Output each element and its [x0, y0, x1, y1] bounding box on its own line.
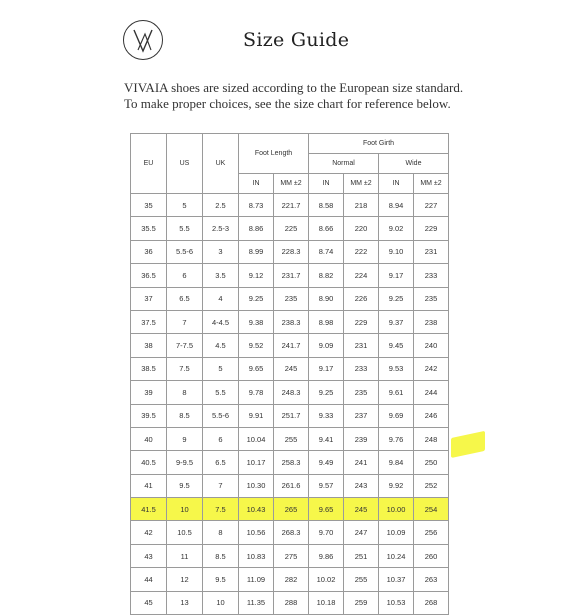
cell-wide-mm: 252 — [414, 474, 449, 497]
cell-uk: 5.5 — [203, 381, 239, 404]
cell-length-in: 9.25 — [239, 287, 274, 310]
cell-length-mm: 228.3 — [274, 240, 309, 263]
cell-length-in: 10.83 — [239, 544, 274, 567]
cell-normal-in: 9.41 — [309, 427, 344, 450]
cell-us: 9.5 — [167, 474, 203, 497]
cell-length-in: 9.38 — [239, 310, 274, 333]
cell-eu: 37 — [131, 287, 167, 310]
cell-length-in: 8.73 — [239, 194, 274, 217]
vivaia-monogram-icon — [124, 21, 162, 59]
cell-length-mm: 245 — [274, 357, 309, 380]
col-header-length-in: IN — [239, 174, 274, 194]
cell-uk: 4-4.5 — [203, 310, 239, 333]
cell-normal-mm: 235 — [344, 381, 379, 404]
cell-wide-in: 9.61 — [379, 381, 414, 404]
cell-normal-mm: 226 — [344, 287, 379, 310]
table-row — [131, 451, 449, 474]
cell-us: 5.5 — [167, 217, 203, 240]
cell-wide-in: 9.10 — [379, 240, 414, 263]
cell-normal-in: 8.98 — [309, 310, 344, 333]
cell-length-mm: 255 — [274, 427, 309, 450]
cell-normal-mm: 251 — [344, 544, 379, 567]
cell-eu: 37.5 — [131, 310, 167, 333]
cell-length-in: 9.65 — [239, 357, 274, 380]
cell-wide-mm: 246 — [414, 404, 449, 427]
cell-length-in: 10.56 — [239, 521, 274, 544]
table-row — [131, 591, 449, 614]
cell-length-in: 10.17 — [239, 451, 274, 474]
table-row — [131, 568, 449, 591]
col-header-us: US — [167, 134, 203, 194]
size-chart-table — [130, 133, 449, 615]
col-header-foot-girth: Foot Girth — [309, 134, 449, 154]
cell-normal-mm: 247 — [344, 521, 379, 544]
cell-wide-mm: 268 — [414, 591, 449, 614]
cell-normal-in: 10.18 — [309, 591, 344, 614]
cell-us: 5 — [167, 194, 203, 217]
cell-length-in: 10.43 — [239, 498, 274, 521]
col-header-wide-in: IN — [379, 174, 414, 194]
cell-normal-mm: 237 — [344, 404, 379, 427]
cell-eu: 39.5 — [131, 404, 167, 427]
cell-normal-in: 8.82 — [309, 264, 344, 287]
cell-length-mm: 231.7 — [274, 264, 309, 287]
cell-uk: 7.5 — [203, 498, 239, 521]
table-row — [131, 474, 449, 497]
cell-wide-mm: 227 — [414, 194, 449, 217]
cell-eu: 42 — [131, 521, 167, 544]
cell-uk: 8.5 — [203, 544, 239, 567]
cell-length-mm: 261.6 — [274, 474, 309, 497]
cell-us: 6 — [167, 264, 203, 287]
cell-wide-in: 9.25 — [379, 287, 414, 310]
col-header-eu: EU — [131, 134, 167, 194]
cell-normal-mm: 241 — [344, 451, 379, 474]
cell-wide-in: 10.00 — [379, 498, 414, 521]
cell-eu: 38 — [131, 334, 167, 357]
cell-us: 8.5 — [167, 404, 203, 427]
cell-wide-mm: 256 — [414, 521, 449, 544]
cell-us: 9 — [167, 427, 203, 450]
cell-us: 9-9.5 — [167, 451, 203, 474]
cell-us: 7-7.5 — [167, 334, 203, 357]
cell-length-mm: 288 — [274, 591, 309, 614]
cell-eu: 35.5 — [131, 217, 167, 240]
cell-length-in: 11.09 — [239, 568, 274, 591]
table-row — [131, 357, 449, 380]
col-header-normal-in: IN — [309, 174, 344, 194]
cell-normal-in: 9.65 — [309, 498, 344, 521]
cell-length-mm: 251.7 — [274, 404, 309, 427]
cell-normal-mm: 231 — [344, 334, 379, 357]
cell-normal-mm: 243 — [344, 474, 379, 497]
table-row — [131, 334, 449, 357]
cell-wide-mm: 233 — [414, 264, 449, 287]
cell-us: 7 — [167, 310, 203, 333]
cell-uk: 4.5 — [203, 334, 239, 357]
cell-wide-in: 10.24 — [379, 544, 414, 567]
intro-line-2: To make proper choices, see the size chart for reference below. — [124, 96, 451, 111]
cell-uk: 3.5 — [203, 264, 239, 287]
cell-eu: 41.5 — [131, 498, 167, 521]
cell-normal-in: 9.57 — [309, 474, 344, 497]
cell-normal-in: 9.17 — [309, 357, 344, 380]
cell-length-in: 9.91 — [239, 404, 274, 427]
cell-eu: 39 — [131, 381, 167, 404]
cell-length-in: 9.78 — [239, 381, 274, 404]
cell-length-mm: 282 — [274, 568, 309, 591]
cell-length-mm: 258.3 — [274, 451, 309, 474]
cell-uk: 5.5-6 — [203, 404, 239, 427]
cell-wide-mm: 248 — [414, 427, 449, 450]
cell-wide-in: 9.53 — [379, 357, 414, 380]
cell-eu: 44 — [131, 568, 167, 591]
col-header-uk: UK — [203, 134, 239, 194]
size-rows — [131, 194, 449, 615]
cell-normal-mm: 229 — [344, 310, 379, 333]
cell-eu: 43 — [131, 544, 167, 567]
cell-length-in: 10.04 — [239, 427, 274, 450]
cell-us: 8 — [167, 381, 203, 404]
cell-normal-mm: 239 — [344, 427, 379, 450]
cell-uk: 10 — [203, 591, 239, 614]
cell-wide-mm: 231 — [414, 240, 449, 263]
cell-wide-mm: 260 — [414, 544, 449, 567]
cell-wide-mm: 242 — [414, 357, 449, 380]
table-row — [131, 381, 449, 404]
table-row — [131, 264, 449, 287]
cell-wide-mm: 250 — [414, 451, 449, 474]
cell-uk: 7 — [203, 474, 239, 497]
cell-us: 11 — [167, 544, 203, 567]
cell-wide-mm: 229 — [414, 217, 449, 240]
cell-uk: 9.5 — [203, 568, 239, 591]
col-header-foot-length: Foot Length — [239, 134, 309, 174]
cell-normal-in: 9.09 — [309, 334, 344, 357]
cell-normal-mm: 233 — [344, 357, 379, 380]
cell-wide-mm: 240 — [414, 334, 449, 357]
cell-length-mm: 268.3 — [274, 521, 309, 544]
table-row — [131, 521, 449, 544]
table-row — [131, 287, 449, 310]
cell-eu: 45 — [131, 591, 167, 614]
intro-line-1: VIVAIA shoes are sized according to the European size standard. — [124, 80, 464, 95]
cell-wide-mm: 254 — [414, 498, 449, 521]
table-row — [131, 240, 449, 263]
cell-uk: 2.5 — [203, 194, 239, 217]
table-row — [131, 217, 449, 240]
cell-normal-in: 8.90 — [309, 287, 344, 310]
cell-us: 10 — [167, 498, 203, 521]
cell-normal-mm: 259 — [344, 591, 379, 614]
cell-normal-in: 9.33 — [309, 404, 344, 427]
cell-length-mm: 238.3 — [274, 310, 309, 333]
cell-wide-in: 10.37 — [379, 568, 414, 591]
cell-eu: 40 — [131, 427, 167, 450]
col-header-length-mm: MM ±2 — [274, 174, 309, 194]
cell-eu: 41 — [131, 474, 167, 497]
table-row — [131, 194, 449, 217]
cell-us: 13 — [167, 591, 203, 614]
cell-length-mm: 225 — [274, 217, 309, 240]
col-header-normal-mm: MM ±2 — [344, 174, 379, 194]
table-row — [131, 310, 449, 333]
cell-wide-in: 9.17 — [379, 264, 414, 287]
cell-eu: 38.5 — [131, 357, 167, 380]
cell-normal-mm: 218 — [344, 194, 379, 217]
cell-wide-in: 9.84 — [379, 451, 414, 474]
cell-length-mm: 221.7 — [274, 194, 309, 217]
cell-uk: 8 — [203, 521, 239, 544]
cell-wide-mm: 235 — [414, 287, 449, 310]
cell-wide-in: 9.92 — [379, 474, 414, 497]
cell-wide-in: 9.02 — [379, 217, 414, 240]
cell-eu: 36 — [131, 240, 167, 263]
cell-length-in: 10.30 — [239, 474, 274, 497]
cell-wide-in: 8.94 — [379, 194, 414, 217]
cell-wide-in: 9.69 — [379, 404, 414, 427]
cell-us: 10.5 — [167, 521, 203, 544]
cell-length-mm: 241.7 — [274, 334, 309, 357]
cell-length-in: 9.12 — [239, 264, 274, 287]
cell-eu: 40.5 — [131, 451, 167, 474]
cell-normal-in: 9.25 — [309, 381, 344, 404]
cell-wide-in: 9.76 — [379, 427, 414, 450]
cell-uk: 6.5 — [203, 451, 239, 474]
cell-length-mm: 235 — [274, 287, 309, 310]
table-row — [131, 544, 449, 567]
cell-us: 7.5 — [167, 357, 203, 380]
cell-length-in: 8.86 — [239, 217, 274, 240]
cell-us: 6.5 — [167, 287, 203, 310]
col-header-wide: Wide — [379, 154, 449, 174]
cell-wide-in: 10.09 — [379, 521, 414, 544]
cell-normal-mm: 220 — [344, 217, 379, 240]
cell-wide-in: 10.53 — [379, 591, 414, 614]
cell-normal-mm: 245 — [344, 498, 379, 521]
cell-length-mm: 275 — [274, 544, 309, 567]
cell-length-in: 9.52 — [239, 334, 274, 357]
cell-normal-in: 9.49 — [309, 451, 344, 474]
cell-us: 5.5-6 — [167, 240, 203, 263]
cell-us: 12 — [167, 568, 203, 591]
brand-logo — [123, 20, 163, 60]
cell-uk: 4 — [203, 287, 239, 310]
table-row — [131, 498, 449, 521]
highlight-marker — [451, 431, 485, 458]
cell-wide-mm: 244 — [414, 381, 449, 404]
cell-wide-in: 9.37 — [379, 310, 414, 333]
cell-wide-in: 9.45 — [379, 334, 414, 357]
cell-normal-mm: 224 — [344, 264, 379, 287]
cell-eu: 35 — [131, 194, 167, 217]
cell-wide-mm: 238 — [414, 310, 449, 333]
col-header-normal: Normal — [309, 154, 379, 174]
table-row — [131, 404, 449, 427]
cell-uk: 3 — [203, 240, 239, 263]
cell-length-mm: 265 — [274, 498, 309, 521]
intro-text — [124, 80, 463, 112]
cell-length-in: 8.99 — [239, 240, 274, 263]
cell-eu: 36.5 — [131, 264, 167, 287]
cell-length-mm: 248.3 — [274, 381, 309, 404]
cell-uk: 5 — [203, 357, 239, 380]
cell-normal-in: 10.02 — [309, 568, 344, 591]
cell-normal-mm: 222 — [344, 240, 379, 263]
cell-wide-mm: 263 — [414, 568, 449, 591]
cell-normal-mm: 255 — [344, 568, 379, 591]
cell-normal-in: 8.58 — [309, 194, 344, 217]
cell-normal-in: 9.86 — [309, 544, 344, 567]
col-header-wide-mm: MM ±2 — [414, 174, 449, 194]
cell-normal-in: 9.70 — [309, 521, 344, 544]
page-title: Size Guide — [243, 29, 350, 51]
cell-length-in: 11.35 — [239, 591, 274, 614]
table-row — [131, 427, 449, 450]
cell-uk: 2.5-3 — [203, 217, 239, 240]
cell-normal-in: 8.66 — [309, 217, 344, 240]
cell-uk: 6 — [203, 427, 239, 450]
cell-normal-in: 8.74 — [309, 240, 344, 263]
